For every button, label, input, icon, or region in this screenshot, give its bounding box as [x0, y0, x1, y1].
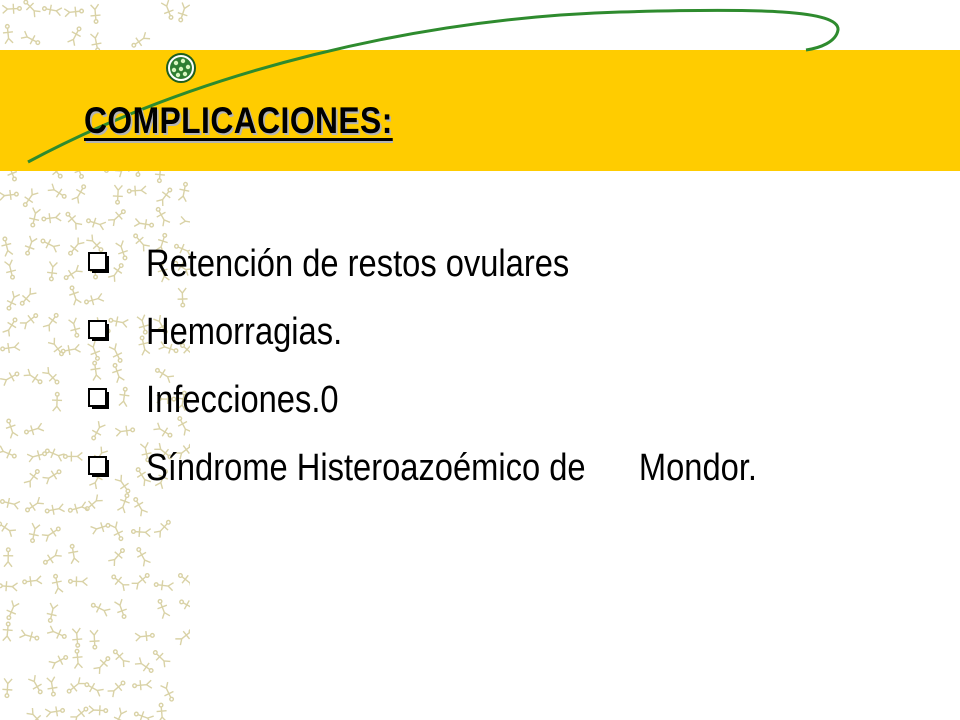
green-dotted-ball-icon	[167, 54, 195, 82]
bullet-text: Retención de restos ovulares	[146, 243, 570, 285]
bullet-text: Hemorragias.	[146, 311, 343, 353]
bullet-text-part: Mondor.	[638, 447, 757, 489]
bullet-text-part: Síndrome Histeroazoémico de	[146, 447, 586, 489]
checkbox-square-icon	[88, 320, 110, 342]
checkbox-square-icon	[88, 388, 110, 410]
checkbox-square-icon	[88, 252, 110, 274]
checkbox-square-icon	[88, 456, 110, 478]
bullet-text: Infecciones.0	[146, 379, 339, 421]
slide-title: COMPLICACIONES:	[84, 100, 393, 141]
bullet-text	[146, 444, 757, 492]
